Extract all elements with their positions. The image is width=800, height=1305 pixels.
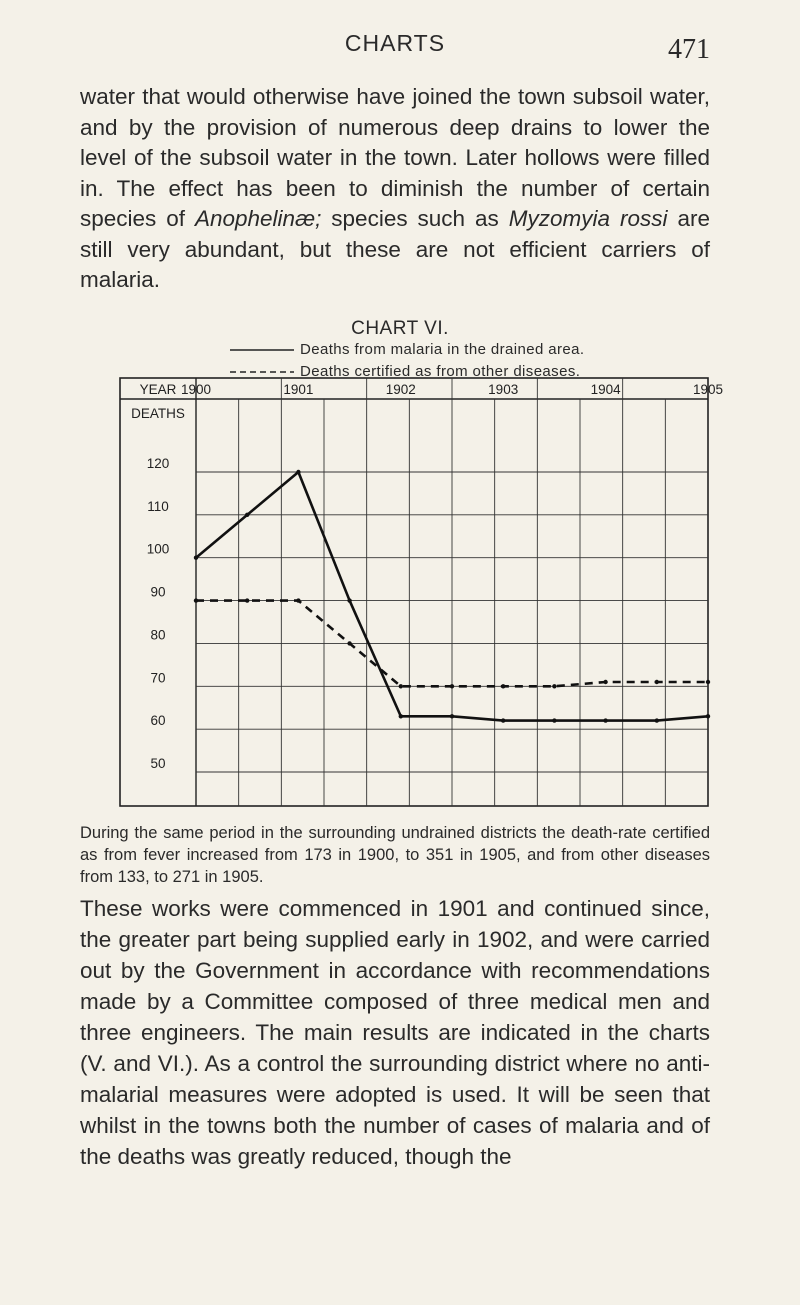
point-other-diseases xyxy=(194,598,198,602)
point-malaria xyxy=(450,714,454,718)
point-malaria xyxy=(194,556,198,560)
x-tick-label: 1901 xyxy=(283,382,314,397)
legend-solid-label: Deaths from malaria in the drained area. xyxy=(300,341,585,358)
chart-title: CHART VI. xyxy=(351,318,449,339)
paragraph-1-text-b: species such as xyxy=(321,206,509,231)
x-tick-label: 1905 xyxy=(692,382,724,397)
x-tick-label: 1904 xyxy=(590,382,621,397)
y-tick-label: 80 xyxy=(150,627,166,643)
paragraph-1-italic-anophelinae: Anophelinæ; xyxy=(194,206,322,231)
year-header: YEAR xyxy=(139,382,177,397)
point-malaria xyxy=(501,718,505,722)
point-malaria xyxy=(552,718,556,722)
paragraph-1-italic-myzomyia: Myzomyia rossi xyxy=(508,206,668,231)
chart-labels xyxy=(131,382,723,771)
deaths-header: DEATHS xyxy=(131,406,185,421)
chart-frame xyxy=(120,378,708,806)
x-tick-label: 1900 xyxy=(180,382,212,397)
chart-grid xyxy=(196,378,708,806)
point-other-diseases xyxy=(706,680,710,684)
y-tick-label: 70 xyxy=(150,670,166,686)
point-other-diseases xyxy=(450,684,454,688)
x-tick-label: 1903 xyxy=(488,382,519,397)
paragraph-2: These works were commenced in 1901 and continued since, the greater part being supplied early in 1902, and were carried out by the Government in accordance with recommendations made by a Committee composed of three medical men and three engineers. The main results are indicated in the charts (V. and VI.). As a control the surrounding district where no anti-malarial measures were adopted is used. It will be seen that whilst in the towns both the number of cases of malaria and of the deaths was greatly reduced, though the xyxy=(80,896,710,1169)
chart-border xyxy=(120,378,708,806)
y-tick-label: 120 xyxy=(146,456,170,471)
point-other-diseases xyxy=(552,684,556,688)
point-other-diseases xyxy=(245,598,249,602)
point-malaria xyxy=(245,513,249,517)
y-tick-label: 90 xyxy=(150,584,166,600)
point-other-diseases xyxy=(347,641,351,645)
legend-dashed-label: Deaths certified as from other diseases. xyxy=(300,363,581,380)
point-malaria xyxy=(706,714,710,718)
chart-caption: During the same period in the surrounding undrained districts the death-rate certified as from fever increased from 173 in 1900, to 351 in 1905, and from other diseases from 133, to 271 in 1905. xyxy=(80,824,710,886)
point-malaria xyxy=(399,714,403,718)
point-other-diseases xyxy=(603,680,607,684)
point-malaria xyxy=(296,470,300,474)
point-other-diseases xyxy=(501,684,505,688)
point-malaria xyxy=(655,718,659,722)
point-other-diseases xyxy=(399,684,403,688)
y-tick-label: 100 xyxy=(146,541,170,557)
running-head-title: CHARTS xyxy=(344,30,446,56)
point-malaria xyxy=(603,718,607,722)
paragraph-1-text-a: water that would otherwise have joined the town subsoil water, and by the provision of numerous deep drains to lower the level of the subsoil water in the town. Later hollows were filled in. The effect has been to diminish the number of certain species of xyxy=(80,84,710,231)
point-other-diseases xyxy=(655,680,659,684)
x-tick-label: 1902 xyxy=(385,382,416,397)
y-tick-label: 60 xyxy=(150,713,166,729)
page-number: 471 xyxy=(668,34,710,65)
point-malaria xyxy=(347,598,351,602)
y-tick-label: 110 xyxy=(147,498,169,514)
y-tick-label: 50 xyxy=(150,756,166,771)
paragraph-1-text-c: are still very abundant, but these are not efficient carriers of malaria. xyxy=(80,206,710,292)
point-other-diseases xyxy=(296,598,300,602)
